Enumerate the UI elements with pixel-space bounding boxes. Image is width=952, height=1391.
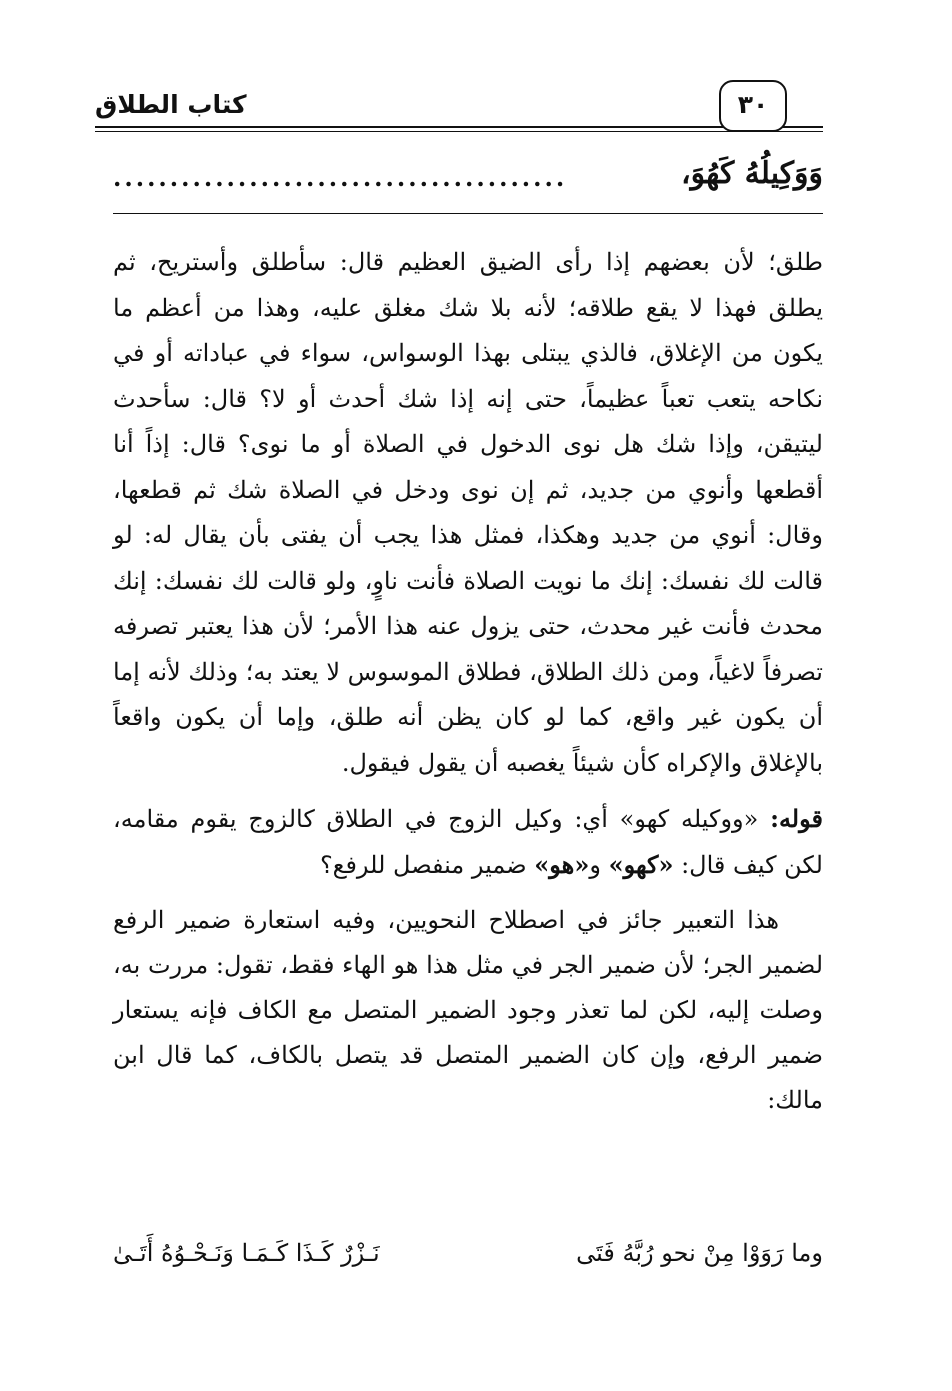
commentary-body [113,240,823,1123]
matn-text: وَوَكِيلُهُ كَهُوَ، [680,156,823,191]
running-header [95,80,823,140]
paragraph-2 [113,796,823,888]
paragraph-2-text-a: أي: وكيل الزوج في الطلاق كالزوج يقوم مقامه، لكن كيف قال: [113,805,823,879]
header-rule [95,126,823,128]
poetry-verse [113,1228,823,1278]
verse-first-hemistich: وما رَوَوْا مِنْ نحو رُبَّهُ فَتَى [576,1239,823,1267]
paragraph-3: هذا التعبير جائز في اصطلاح النحويين، وفيه استعارة ضمير الرفع لضمير الجر؛ لأن ضمير الجر في مثل هذا هو الهاء فقط، تقول: مررت به، وصلت إليه، لكن لما تعذر وجود الضمير المتصل مع الكاف فإنه يستعار ضمير الرفع، وإن كان الضمير المتصل قد يتصل بالكاف، كما قال ابن مالك: [113,906,823,1114]
header-rule-thin [95,131,823,132]
paragraph-2-text-b: ضمير منفصل للرفع؟ [319,851,535,879]
conjunction-wa: و [589,851,609,879]
paragraph-1: طلق؛ لأن بعضهم إذا رأى الضيق العظيم قال: سأطلق وأستريح، ثم يطلق فهذا لا يقع طلاقه؛ لأنه بلا شك مغلق عليه، وهذا من أعظم ما يكون من الإغلاق، فالذي يبتلى بهذا الوسواس، سواء في عباداته أو في نكاحه يتعب تعباً عظيماً، حتى إنه إذا شك أحدث أو لا؟ قال: سأحدث ليتيقن، وإذا شك هل نوى الدخول في الصلاة أو ما نوى؟ قال: إذاً أنا أقطعها وأنوي من جديد، ثم إن نوى ودخل في الصلاة شك ثم قطعها، وقال: أنوي من جديد وهكذا، فمثل هذا يجب أن يفتى بأن يقال له: لو قالت لك نفسك: إنك ما نويت الصلاة فأنت ناوٍ، ولو قالت لك نفسك: إنك محدث فأنت غير محدث، حتى يزول عنه هذا الأمر؛ لأن هذا يعتبر تصرفه تصرفاً لاغياً، ومن ذلك الطلاق، فطلاق الموسوس لا يعتد به؛ وذلك لأنه إما أن يكون غير واقع، كما لو كان يظن أنه طلق، وإما أن يكون واقعاً بالإغلاق والإكراه كأن شيئاً يغصبه أن يقول فيقول. [113,248,823,777]
book-title: كتاب الطلاق [95,90,247,119]
quoted-matn: «ووكيله كهو» [619,805,759,833]
qawl-label: قوله: [770,804,823,833]
matn-line [113,148,823,200]
page-number: ٣٠ [719,80,787,132]
matn-separator [113,213,823,214]
verse-second-hemistich: نَـزْرٌ كَـذَا كَـمَـا وَنَـحْـوُهُ أَتَـىٰ [113,1239,380,1267]
quoted-huwa: «هو» [534,850,590,879]
quoted-kahu: «كهو» [608,850,674,879]
matn-dots: ........................................ [113,163,568,192]
